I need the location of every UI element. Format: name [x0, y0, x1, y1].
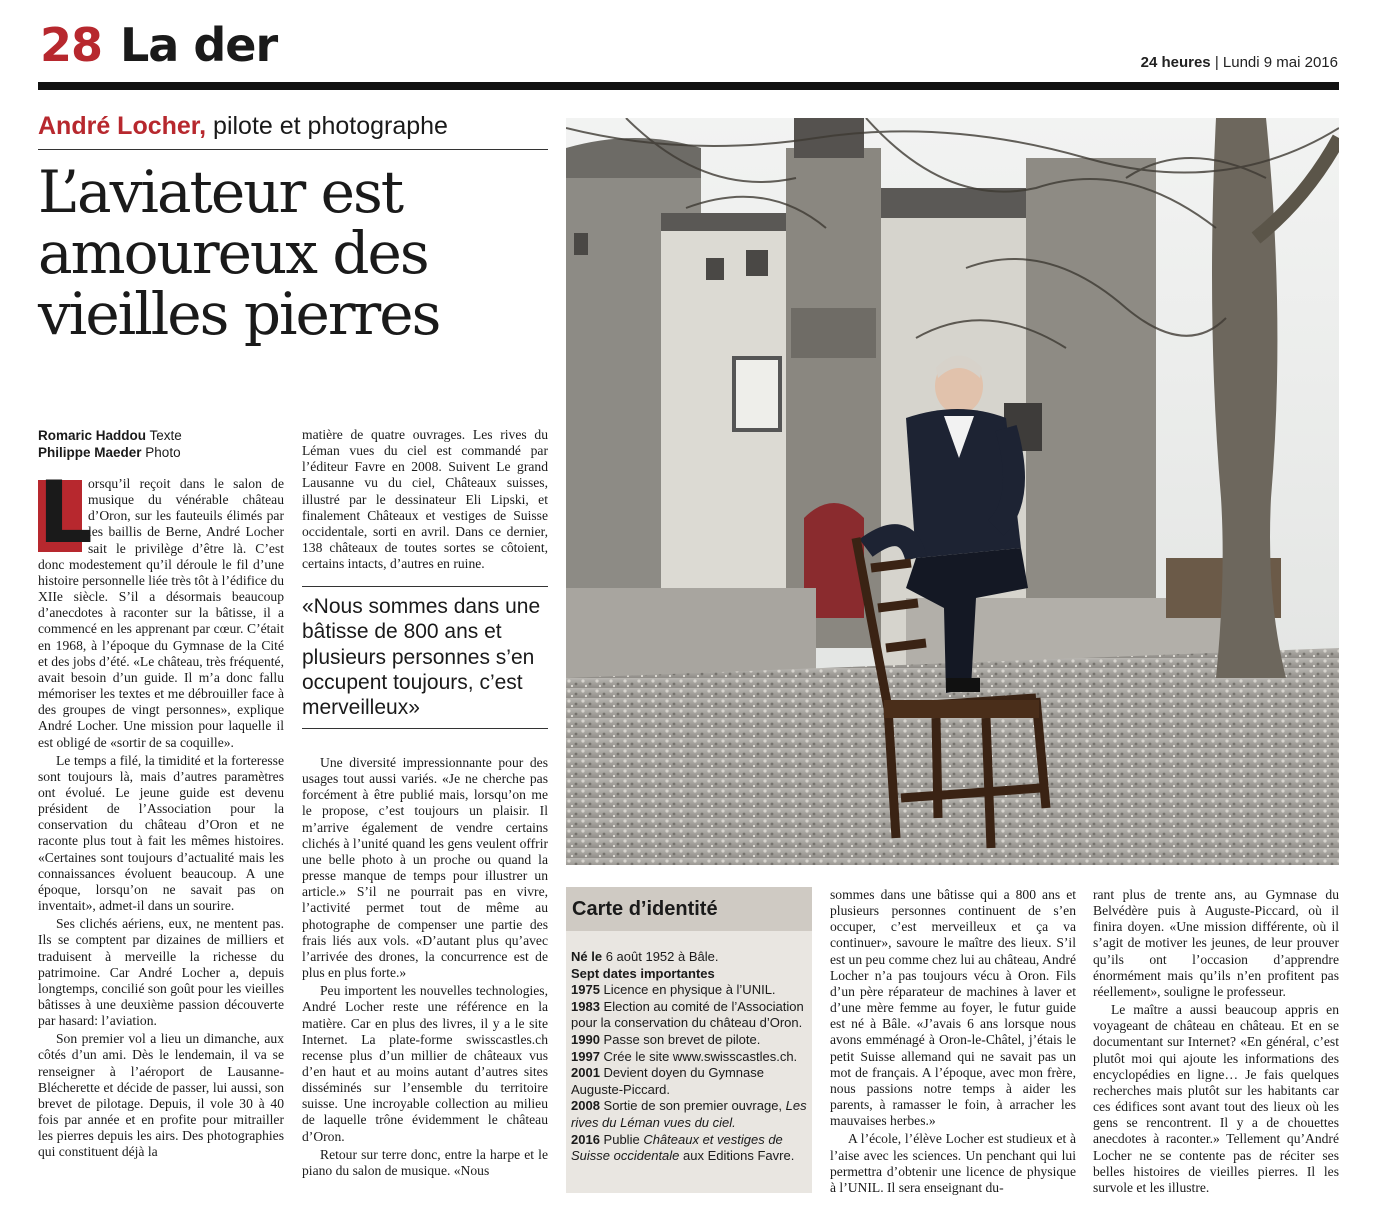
article-column-1: [38, 463, 284, 1161]
id-card-born: Né le 6 août 1952 à Bâle.: [571, 949, 719, 964]
article-column-4: [830, 887, 1076, 1196]
paragraph: sommes dans une bâtisse qui a 800 ans et plusieurs personnes continuent de s’en occuper, c’est merveilleux et ça va continuer», savoure le maître des lieux. S’il est un peu comme chez lui au château, André Locher n’a pas toujours vécu à Oron. Fils d’un père réparateur de machines à laver et d’une mère femme au foyer, le futur guide est né à Bâle. «J’avais 6 ans lorsque nous avons emménagé à Oron-le-Châtel, j’étais le petit Suisse allemand qui ne savait pas un mot de français. A l’époque, avec mon frère, nous passions notre temps à aider les parents, à ramasser le foin, à arracher les mauvaises herbes.»: [830, 887, 1076, 1129]
paragraph: Ses clichés aériens, eux, ne mentent pas. Ils se comptent par dizaines de milliers et traduisent à merveille la richesse du patrimoine. Car André Locher a, depuis longtemps, concilié son goût pour les vieilles bâtisses à une deuxième passion découverte par hasard: l’aviation.: [38, 916, 284, 1029]
paragraph: Peu importent les nouvelles technologies, André Locher reste une référence en la matière. Car en plus des livres, il y a le site Internet. La plate-forme swisscastles.ch recense plus d’un millier de châteaux vus d’en haut et au moins autant d’autres sites disséminés sur l’ensemble du territoire suisse. Une incroyable collection au milieu de laquelle trône évidemment le château d’Oron.: [302, 983, 548, 1144]
issue-date: Lundi 9 mai 2016: [1222, 54, 1338, 71]
id-card-body: [571, 949, 811, 1165]
article-column-2-top: [302, 427, 548, 572]
id-card-entry: 1997 Crée le site www.swisscastles.ch.: [571, 1048, 798, 1064]
id-card-dates-label: Sept dates importantes: [571, 965, 715, 981]
kicker: [38, 112, 448, 141]
section-title: La der: [120, 18, 278, 72]
byline: [38, 427, 182, 461]
publication-name: 24 heures: [1140, 54, 1211, 71]
kicker-rule: [38, 149, 548, 150]
headline: L’aviateur est amoureux des vieilles pierres: [38, 158, 440, 348]
pull-quote: «Nous sommes dans une bâtisse de 800 ans et plusieurs personnes s’en occupent toujours, c’est merveilleux»: [302, 595, 541, 720]
publication-line: [1141, 54, 1338, 71]
byline-author: Romaric Haddou Texte: [38, 428, 182, 443]
byline-photographer: Philippe Maeder Photo: [38, 445, 181, 460]
id-card-entry: 1983 Election au comité de l’Association pour la conservation du château d’Oron.: [571, 998, 804, 1031]
id-card-entry: 2016 Publie Châteaux et vestiges de Suisse occidentale aux Editions Favre.: [571, 1131, 795, 1164]
paragraph: Une diversité impressionnante pour des usages tout aussi variés. «Je ne cherche pas forcément à être publié mais, lorsqu’on me le propose, c’est toujours un plaisir. Il m’arrive également de vendre certains clichés à l’unité quand les gens veulent offrir une belle photo à un proche ou quand la presse manque de temps pour illustrer un article.» S’il ne pourrait pas en vivre, l’activité permet tout de même au photographe de compenser une partie des frais liés aux vols. «D’autant plus qu’avec l’arrivée des drones, la concurrence est de plus en plus forte.»: [302, 755, 548, 981]
paragraph: matière de quatre ouvrages. Les rives du Léman vues du ciel est commandé par l’éditeur Favre en 2008. Suivent Le grand Lausanne vu du ciel, Châteaux suisses, illustré par le dessinateur Eli Lipski, et finalement Châteaux et vestiges de Suisse occidentale, sorti en avril. Dans ce dernier, 138 châteaux de toutes sortes se côtoient, certains intacts, d’autres en ruine.: [302, 427, 548, 572]
kicker-name: André Locher,: [38, 112, 207, 140]
paragraph: rant plus de trente ans, au Gymnase du Belvédère puis à Auguste-Piccard, où il finira doyen. «Une mission différente, où il s’agit de motiver les jeunes, de leur prouver qu’ils ont l’occasion d’apprendre énormément mais qu’ils n’en profitent pas réellement», souligne le professeur.: [1093, 887, 1339, 999]
separator: |: [1214, 54, 1223, 71]
castle-photo: [566, 118, 1339, 865]
paragraph: L orsqu’il reçoit dans le salon de musique du vénérable château d’Oron, sur les fauteuils élimés par les baillis de Berne, André Locher sait le privilège d’être là. C’est donc modestement qu’il déroule le fil d’une histoire personnelle liée très tôt à l’édifice du XIIe siècle. S’il a désormais beaucoup d’anecdotes à raconter sur la bâtisse, il a commencé en les apprenant par cœur. C’était en 1968, à l’époque du Gymnase de la Cité et des jobs d’été. «Le château, très fréquenté, avait besoin d’un guide. Il m’a donc fallu mémoriser les textes et me débrouiller face à des groupes de vingt personnes», explique André Locher. Une mission pour laquelle il est obligé de «sortir de sa coquille».: [38, 463, 284, 750]
id-card-entry: 1975 Licence en physique à l’UNIL.: [571, 982, 776, 998]
paragraph: Retour sur terre donc, entre la harpe et le piano du salon de musique. «Nous: [302, 1146, 548, 1178]
quote-rule-bottom: [302, 728, 548, 729]
dropcap: L: [38, 463, 93, 563]
id-card-entry: 2001 Devient doyen du Gymnase Auguste-Piccard.: [571, 1065, 764, 1097]
article-column-5: [1093, 887, 1339, 1196]
photo-illustration: [566, 118, 1339, 865]
paragraph: Le maître a aussi beaucoup appris en voyageant de château en château. Et en se documentant sur Internet? «En général, c’est plutôt moi qui ajoute les informations des encyclopédies en ligne… Je fais quelques recherches mais plutôt sur les habitants car ces édifices sont avant tout des lieux où les gens se rencontrent. Il y a de chouettes anecdotes à raconter.» Tellement qu’André Locher ne se contente pas de réciter ses belles histoires de vieilles pierres. Il les survole et les illustre.: [1093, 1002, 1339, 1195]
quote-rule-top: [302, 586, 548, 587]
id-card-title: Carte d’identité: [572, 898, 718, 920]
header-rule: [38, 82, 1339, 90]
id-card-entry: 1990 Passe son brevet de pilote.: [571, 1031, 761, 1047]
paragraph: Le temps a filé, la timidité et la forteresse sont toujours là, mais d’autres paramètres ont évolué. Le jeune guide est devenu président de l’Association pour la conservation du château d’Oron et ne raconte plus tout à fait les mêmes histoires. «Certaines sont toujours d’actualité mais les connaissances évoluent beaucoup. A une époque, lorsqu’on ne savait pas on inventait», admet-il dans un sourire.: [38, 752, 284, 914]
paragraph: A l’école, l’élève Locher est studieux et à l’aise avec les sciences. Un penchant qui lui permettra d’obtenir une licence de physique à l’UNIL. Il sera enseignant du-: [830, 1131, 1076, 1195]
kicker-role: pilote et photographe: [213, 112, 448, 140]
article-column-2-bottom: [302, 755, 548, 1179]
page-number: 28: [40, 18, 103, 72]
id-card-entry: 2008 Sortie de son premier ouvrage, Les rives du Léman vues du ciel.: [571, 1098, 807, 1130]
paragraph: Son premier vol a lieu un dimanche, aux côtés d’un ami. Dès le lendemain, il va se renseigner à l’aéroport de Lausanne-Blécherette et décide de passer, lui aussi, son brevet de pilotage. Depuis, il vole 30 à 40 fois par année et en profite pour mitrailler les pierres depuis les airs. Des photographies qui constituent déjà la: [38, 1031, 284, 1160]
